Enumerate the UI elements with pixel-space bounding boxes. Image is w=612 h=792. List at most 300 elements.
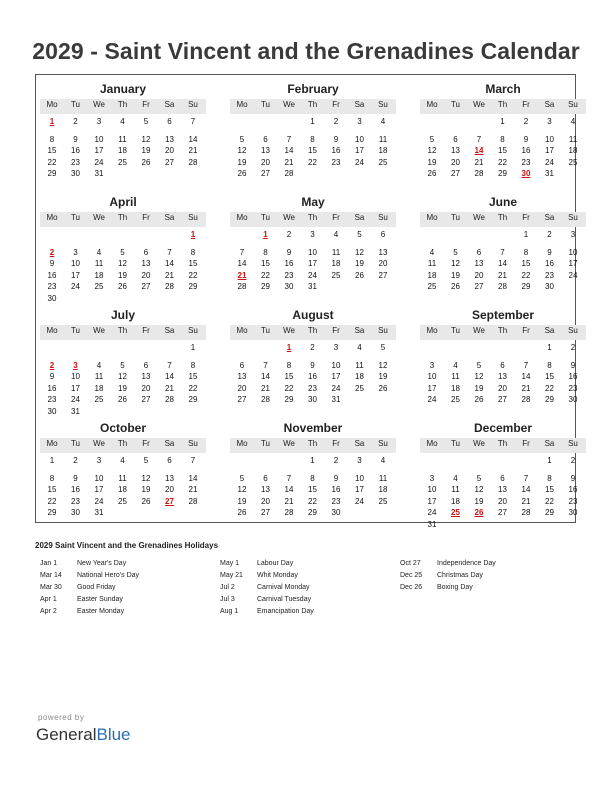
day-cell[interactable]: 24 bbox=[94, 496, 104, 506]
day-cell[interactable]: 25 bbox=[331, 270, 341, 280]
day-cell[interactable]: 27 bbox=[261, 508, 270, 518]
day-cell[interactable]: 11 bbox=[355, 360, 364, 370]
day-cell[interactable]: 24 bbox=[568, 270, 578, 280]
day-cell[interactable]: 11 bbox=[118, 473, 127, 483]
day-cell[interactable]: 28 bbox=[521, 395, 531, 405]
day-cell[interactable]: 27 bbox=[141, 282, 151, 292]
day-cell[interactable]: 16 bbox=[47, 270, 57, 280]
day-cell[interactable]: 27 bbox=[141, 395, 151, 405]
day-cell[interactable]: 23 bbox=[47, 282, 57, 292]
day-cell[interactable]: 7 bbox=[167, 360, 172, 370]
day-cell[interactable]: 7 bbox=[190, 456, 196, 465]
day-cell[interactable]: 10 bbox=[427, 485, 437, 495]
day-cell[interactable]: 5 bbox=[476, 473, 482, 483]
day-cell[interactable]: 14 bbox=[165, 372, 174, 382]
day-cell[interactable]: 28 bbox=[237, 282, 247, 292]
day-cell[interactable]: 19 bbox=[237, 496, 247, 506]
day-cell[interactable]: 11 bbox=[331, 247, 341, 257]
day-cell[interactable]: 30 bbox=[568, 395, 578, 405]
day-cell[interactable]: 10 bbox=[568, 247, 578, 257]
day-cell[interactable]: 23 bbox=[71, 157, 80, 167]
day-cell[interactable]: 10 bbox=[331, 360, 341, 370]
day-cell[interactable]: 1 bbox=[49, 456, 55, 465]
day-cell[interactable]: 30 bbox=[71, 508, 80, 518]
day-cell[interactable]: 1 bbox=[500, 117, 505, 126]
day-cell[interactable]: 5 bbox=[239, 134, 245, 144]
day-cell[interactable]: 16 bbox=[568, 372, 578, 382]
day-cell[interactable]: 29 bbox=[545, 508, 554, 518]
holiday-day-cell[interactable]: 1 bbox=[286, 343, 292, 352]
day-cell[interactable]: 28 bbox=[261, 395, 270, 405]
day-cell[interactable]: 24 bbox=[427, 395, 437, 405]
day-cell[interactable]: 6 bbox=[380, 230, 386, 239]
day-cell[interactable]: 16 bbox=[331, 146, 341, 156]
day-cell[interactable]: 30 bbox=[308, 395, 317, 405]
day-cell[interactable]: 4 bbox=[96, 360, 102, 370]
day-cell[interactable]: 18 bbox=[94, 383, 104, 393]
day-cell[interactable]: 26 bbox=[355, 270, 364, 280]
day-cell[interactable]: 16 bbox=[308, 372, 317, 382]
day-cell[interactable]: 25 bbox=[427, 282, 437, 292]
day-cell[interactable]: 13 bbox=[237, 372, 247, 382]
day-cell[interactable]: 2 bbox=[310, 343, 315, 352]
day-cell[interactable]: 3 bbox=[429, 473, 435, 483]
day-cell[interactable]: 12 bbox=[237, 485, 247, 495]
day-cell[interactable]: 22 bbox=[545, 496, 554, 506]
day-cell[interactable]: 5 bbox=[453, 247, 458, 257]
day-cell[interactable]: 9 bbox=[547, 247, 552, 257]
day-cell[interactable]: 5 bbox=[357, 230, 362, 239]
day-cell[interactable]: 18 bbox=[378, 146, 388, 156]
day-cell[interactable]: 12 bbox=[474, 485, 484, 495]
day-cell[interactable]: 11 bbox=[427, 259, 437, 269]
day-cell[interactable]: 15 bbox=[308, 146, 317, 156]
day-cell[interactable]: 8 bbox=[310, 473, 315, 483]
day-cell[interactable]: 21 bbox=[188, 485, 198, 495]
day-cell[interactable]: 22 bbox=[498, 157, 507, 167]
day-cell[interactable]: 5 bbox=[120, 247, 125, 257]
day-cell[interactable]: 24 bbox=[355, 157, 364, 167]
day-cell[interactable]: 22 bbox=[545, 383, 554, 393]
day-cell[interactable]: 3 bbox=[310, 230, 315, 239]
day-cell[interactable]: 29 bbox=[521, 282, 531, 292]
holiday-day-cell[interactable]: 21 bbox=[237, 270, 247, 280]
day-cell[interactable]: 15 bbox=[47, 485, 57, 495]
day-cell[interactable]: 13 bbox=[141, 259, 151, 269]
day-cell[interactable]: 13 bbox=[261, 485, 270, 495]
day-cell[interactable]: 30 bbox=[71, 169, 80, 179]
day-cell[interactable]: 7 bbox=[239, 247, 245, 257]
day-cell[interactable]: 7 bbox=[286, 473, 292, 483]
day-cell[interactable]: 15 bbox=[308, 485, 317, 495]
day-cell[interactable]: 20 bbox=[141, 270, 151, 280]
day-cell[interactable]: 4 bbox=[453, 473, 458, 483]
day-cell[interactable]: 29 bbox=[188, 395, 198, 405]
day-cell[interactable]: 19 bbox=[355, 259, 364, 269]
day-cell[interactable]: 17 bbox=[545, 146, 554, 156]
day-cell[interactable]: 17 bbox=[308, 259, 317, 269]
day-cell[interactable]: 23 bbox=[331, 157, 341, 167]
day-cell[interactable]: 19 bbox=[141, 146, 151, 156]
day-cell[interactable]: 3 bbox=[570, 230, 576, 239]
day-cell[interactable]: 8 bbox=[547, 473, 552, 483]
day-cell[interactable]: 22 bbox=[47, 496, 57, 506]
day-cell[interactable]: 26 bbox=[237, 508, 247, 518]
day-cell[interactable]: 9 bbox=[49, 372, 55, 382]
day-cell[interactable]: 4 bbox=[429, 247, 435, 257]
day-cell[interactable]: 29 bbox=[498, 169, 507, 179]
day-cell[interactable]: 4 bbox=[120, 117, 125, 126]
day-cell[interactable]: 6 bbox=[263, 134, 268, 144]
day-cell[interactable]: 13 bbox=[498, 372, 507, 382]
day-cell[interactable]: 12 bbox=[237, 146, 247, 156]
day-cell[interactable]: 21 bbox=[284, 496, 294, 506]
day-cell[interactable]: 14 bbox=[284, 146, 294, 156]
day-cell[interactable]: 3 bbox=[429, 360, 435, 370]
day-cell[interactable]: 27 bbox=[165, 157, 174, 167]
day-cell[interactable]: 18 bbox=[568, 146, 578, 156]
day-cell[interactable]: 27 bbox=[261, 169, 270, 179]
day-cell[interactable]: 28 bbox=[165, 395, 174, 405]
holiday-day-cell[interactable]: 2 bbox=[49, 247, 55, 257]
day-cell[interactable]: 17 bbox=[427, 496, 437, 506]
day-cell[interactable]: 30 bbox=[545, 282, 554, 292]
day-cell[interactable]: 27 bbox=[498, 508, 507, 518]
day-cell[interactable]: 19 bbox=[378, 372, 388, 382]
day-cell[interactable]: 24 bbox=[545, 157, 554, 167]
day-cell[interactable]: 20 bbox=[378, 259, 388, 269]
day-cell[interactable]: 11 bbox=[94, 372, 104, 382]
day-cell[interactable]: 28 bbox=[284, 508, 294, 518]
day-cell[interactable]: 11 bbox=[451, 485, 460, 495]
day-cell[interactable]: 5 bbox=[143, 456, 149, 465]
day-cell[interactable]: 10 bbox=[355, 134, 364, 144]
day-cell[interactable]: 23 bbox=[284, 270, 294, 280]
day-cell[interactable]: 11 bbox=[378, 134, 388, 144]
holiday-day-cell[interactable]: 14 bbox=[474, 146, 484, 156]
day-cell[interactable]: 17 bbox=[427, 383, 437, 393]
day-cell[interactable]: 21 bbox=[474, 157, 484, 167]
day-cell[interactable]: 25 bbox=[451, 395, 460, 405]
day-cell[interactable]: 3 bbox=[357, 456, 362, 465]
day-cell[interactable]: 26 bbox=[474, 395, 484, 405]
day-cell[interactable]: 15 bbox=[545, 372, 554, 382]
day-cell[interactable]: 2 bbox=[333, 456, 339, 465]
day-cell[interactable]: 14 bbox=[237, 259, 247, 269]
day-cell[interactable]: 20 bbox=[141, 383, 151, 393]
day-cell[interactable]: 8 bbox=[500, 134, 505, 144]
day-cell[interactable]: 25 bbox=[378, 157, 388, 167]
day-cell[interactable]: 22 bbox=[188, 383, 198, 393]
day-cell[interactable]: 13 bbox=[474, 259, 484, 269]
day-cell[interactable]: 13 bbox=[165, 134, 174, 144]
day-cell[interactable]: 20 bbox=[261, 157, 270, 167]
day-cell[interactable]: 17 bbox=[355, 485, 364, 495]
day-cell[interactable]: 28 bbox=[165, 282, 174, 292]
day-cell[interactable]: 22 bbox=[188, 270, 198, 280]
day-cell[interactable]: 17 bbox=[94, 485, 104, 495]
day-cell[interactable]: 29 bbox=[47, 508, 57, 518]
day-cell[interactable]: 13 bbox=[498, 485, 507, 495]
day-cell[interactable]: 21 bbox=[521, 496, 531, 506]
day-cell[interactable]: 10 bbox=[71, 372, 80, 382]
day-cell[interactable]: 14 bbox=[521, 485, 531, 495]
day-cell[interactable]: 16 bbox=[545, 259, 554, 269]
day-cell[interactable]: 25 bbox=[118, 157, 127, 167]
day-cell[interactable]: 6 bbox=[453, 134, 458, 144]
day-cell[interactable]: 5 bbox=[380, 343, 386, 352]
day-cell[interactable]: 2 bbox=[570, 456, 576, 465]
day-cell[interactable]: 9 bbox=[523, 134, 529, 144]
day-cell[interactable]: 11 bbox=[378, 473, 388, 483]
day-cell[interactable]: 27 bbox=[474, 282, 484, 292]
day-cell[interactable]: 26 bbox=[118, 282, 127, 292]
day-cell[interactable]: 6 bbox=[143, 247, 149, 257]
day-cell[interactable]: 7 bbox=[190, 117, 196, 126]
day-cell[interactable]: 23 bbox=[568, 496, 578, 506]
day-cell[interactable]: 6 bbox=[476, 247, 482, 257]
day-cell[interactable]: 30 bbox=[47, 407, 57, 416]
day-cell[interactable]: 29 bbox=[308, 508, 317, 518]
day-cell[interactable]: 12 bbox=[118, 259, 127, 269]
day-cell[interactable]: 28 bbox=[284, 169, 294, 179]
holiday-day-cell[interactable]: 30 bbox=[521, 169, 531, 179]
day-cell[interactable]: 26 bbox=[118, 395, 127, 405]
day-cell[interactable]: 24 bbox=[331, 383, 341, 393]
day-cell[interactable]: 12 bbox=[451, 259, 460, 269]
day-cell[interactable]: 19 bbox=[474, 496, 484, 506]
day-cell[interactable]: 9 bbox=[73, 134, 78, 144]
day-cell[interactable]: 14 bbox=[261, 372, 270, 382]
day-cell[interactable]: 24 bbox=[71, 282, 80, 292]
day-cell[interactable]: 4 bbox=[333, 230, 339, 239]
day-cell[interactable]: 26 bbox=[451, 282, 460, 292]
day-cell[interactable]: 26 bbox=[141, 157, 151, 167]
day-cell[interactable]: 8 bbox=[523, 247, 529, 257]
day-cell[interactable]: 6 bbox=[167, 456, 172, 465]
day-cell[interactable]: 21 bbox=[521, 383, 531, 393]
day-cell[interactable]: 1 bbox=[190, 343, 196, 352]
day-cell[interactable]: 3 bbox=[96, 456, 102, 465]
day-cell[interactable]: 25 bbox=[94, 395, 104, 405]
day-cell[interactable]: 7 bbox=[286, 134, 292, 144]
day-cell[interactable]: 6 bbox=[263, 473, 268, 483]
day-cell[interactable]: 18 bbox=[355, 372, 364, 382]
day-cell[interactable]: 17 bbox=[568, 259, 578, 269]
day-cell[interactable]: 9 bbox=[310, 360, 315, 370]
day-cell[interactable]: 27 bbox=[378, 270, 388, 280]
day-cell[interactable]: 12 bbox=[427, 146, 437, 156]
day-cell[interactable]: 16 bbox=[331, 485, 341, 495]
day-cell[interactable]: 9 bbox=[570, 360, 576, 370]
day-cell[interactable]: 1 bbox=[310, 117, 315, 126]
day-cell[interactable]: 28 bbox=[521, 508, 531, 518]
day-cell[interactable]: 17 bbox=[71, 270, 80, 280]
day-cell[interactable]: 13 bbox=[261, 146, 270, 156]
day-cell[interactable]: 18 bbox=[118, 485, 127, 495]
day-cell[interactable]: 26 bbox=[237, 169, 247, 179]
day-cell[interactable]: 1 bbox=[547, 343, 552, 352]
day-cell[interactable]: 13 bbox=[141, 372, 151, 382]
day-cell[interactable]: 20 bbox=[237, 383, 247, 393]
holiday-day-cell[interactable]: 1 bbox=[49, 117, 55, 126]
holiday-day-cell[interactable]: 3 bbox=[73, 360, 78, 370]
day-cell[interactable]: 19 bbox=[237, 157, 247, 167]
day-cell[interactable]: 19 bbox=[451, 270, 460, 280]
day-cell[interactable]: 8 bbox=[49, 134, 55, 144]
day-cell[interactable]: 12 bbox=[141, 134, 151, 144]
day-cell[interactable]: 7 bbox=[523, 473, 529, 483]
day-cell[interactable]: 8 bbox=[547, 360, 552, 370]
day-cell[interactable]: 12 bbox=[355, 247, 364, 257]
day-cell[interactable]: 16 bbox=[284, 259, 294, 269]
day-cell[interactable]: 8 bbox=[49, 473, 55, 483]
day-cell[interactable]: 5 bbox=[143, 117, 149, 126]
day-cell[interactable]: 23 bbox=[331, 496, 341, 506]
day-cell[interactable]: 15 bbox=[188, 372, 198, 382]
day-cell[interactable]: 31 bbox=[94, 169, 104, 179]
day-cell[interactable]: 18 bbox=[378, 485, 388, 495]
day-cell[interactable]: 6 bbox=[143, 360, 149, 370]
day-cell[interactable]: 21 bbox=[188, 146, 198, 156]
day-cell[interactable]: 26 bbox=[141, 496, 151, 506]
day-cell[interactable]: 30 bbox=[284, 282, 294, 292]
day-cell[interactable]: 4 bbox=[570, 117, 576, 126]
day-cell[interactable]: 8 bbox=[286, 360, 292, 370]
day-cell[interactable]: 10 bbox=[545, 134, 554, 144]
day-cell[interactable]: 31 bbox=[427, 520, 437, 529]
day-cell[interactable]: 31 bbox=[94, 508, 104, 518]
day-cell[interactable]: 22 bbox=[521, 270, 531, 280]
day-cell[interactable]: 10 bbox=[427, 372, 437, 382]
day-cell[interactable]: 9 bbox=[570, 473, 576, 483]
holiday-day-cell[interactable]: 2 bbox=[49, 360, 55, 370]
day-cell[interactable]: 14 bbox=[498, 259, 507, 269]
holiday-day-cell[interactable]: 1 bbox=[263, 230, 268, 239]
day-cell[interactable]: 16 bbox=[568, 485, 578, 495]
day-cell[interactable]: 27 bbox=[451, 169, 460, 179]
day-cell[interactable]: 17 bbox=[355, 146, 364, 156]
day-cell[interactable]: 5 bbox=[429, 134, 435, 144]
day-cell[interactable]: 22 bbox=[308, 496, 317, 506]
day-cell[interactable]: 10 bbox=[71, 259, 80, 269]
day-cell[interactable]: 24 bbox=[427, 508, 437, 518]
day-cell[interactable]: 4 bbox=[380, 456, 386, 465]
day-cell[interactable]: 20 bbox=[261, 496, 270, 506]
day-cell[interactable]: 30 bbox=[331, 508, 341, 518]
day-cell[interactable]: 2 bbox=[73, 117, 78, 126]
day-cell[interactable]: 19 bbox=[141, 485, 151, 495]
day-cell[interactable]: 2 bbox=[547, 230, 552, 239]
day-cell[interactable]: 31 bbox=[71, 407, 80, 416]
day-cell[interactable]: 3 bbox=[357, 117, 362, 126]
day-cell[interactable]: 18 bbox=[451, 383, 460, 393]
day-cell[interactable]: 4 bbox=[96, 247, 102, 257]
day-cell[interactable]: 3 bbox=[333, 343, 339, 352]
day-cell[interactable]: 15 bbox=[498, 146, 507, 156]
day-cell[interactable]: 8 bbox=[263, 247, 268, 257]
day-cell[interactable]: 4 bbox=[357, 343, 362, 352]
day-cell[interactable]: 8 bbox=[310, 134, 315, 144]
day-cell[interactable]: 16 bbox=[47, 383, 57, 393]
day-cell[interactable]: 6 bbox=[500, 473, 505, 483]
day-cell[interactable]: 20 bbox=[451, 157, 460, 167]
day-cell[interactable]: 5 bbox=[476, 360, 482, 370]
day-cell[interactable]: 20 bbox=[165, 485, 174, 495]
day-cell[interactable]: 14 bbox=[188, 134, 198, 144]
day-cell[interactable]: 20 bbox=[498, 383, 507, 393]
day-cell[interactable]: 12 bbox=[141, 473, 151, 483]
day-cell[interactable]: 20 bbox=[498, 496, 507, 506]
day-cell[interactable]: 14 bbox=[521, 372, 531, 382]
day-cell[interactable]: 5 bbox=[120, 360, 125, 370]
day-cell[interactable]: 15 bbox=[521, 259, 531, 269]
day-cell[interactable]: 23 bbox=[47, 395, 57, 405]
day-cell[interactable]: 27 bbox=[498, 395, 507, 405]
day-cell[interactable]: 19 bbox=[427, 157, 437, 167]
day-cell[interactable]: 1 bbox=[310, 456, 315, 465]
day-cell[interactable]: 4 bbox=[380, 117, 386, 126]
day-cell[interactable]: 23 bbox=[308, 383, 317, 393]
day-cell[interactable]: 21 bbox=[165, 270, 174, 280]
day-cell[interactable]: 2 bbox=[286, 230, 292, 239]
day-cell[interactable]: 14 bbox=[165, 259, 174, 269]
day-cell[interactable]: 13 bbox=[378, 247, 388, 257]
day-cell[interactable]: 11 bbox=[118, 134, 127, 144]
day-cell[interactable]: 23 bbox=[71, 496, 80, 506]
day-cell[interactable]: 26 bbox=[427, 169, 437, 179]
holiday-day-cell[interactable]: 1 bbox=[190, 230, 196, 239]
day-cell[interactable]: 6 bbox=[167, 117, 172, 126]
day-cell[interactable]: 24 bbox=[71, 395, 80, 405]
day-cell[interactable]: 29 bbox=[47, 169, 57, 179]
day-cell[interactable]: 28 bbox=[498, 282, 507, 292]
day-cell[interactable]: 18 bbox=[331, 259, 341, 269]
day-cell[interactable]: 9 bbox=[73, 473, 78, 483]
day-cell[interactable]: 11 bbox=[568, 134, 578, 144]
day-cell[interactable]: 10 bbox=[94, 473, 104, 483]
day-cell[interactable]: 24 bbox=[94, 157, 104, 167]
day-cell[interactable]: 23 bbox=[545, 270, 554, 280]
generalblue-logo[interactable] bbox=[36, 725, 131, 745]
day-cell[interactable]: 24 bbox=[308, 270, 317, 280]
day-cell[interactable]: 13 bbox=[165, 473, 174, 483]
day-cell[interactable]: 15 bbox=[47, 146, 57, 156]
day-cell[interactable]: 21 bbox=[165, 383, 174, 393]
day-cell[interactable]: 8 bbox=[190, 247, 196, 257]
day-cell[interactable]: 18 bbox=[118, 146, 127, 156]
day-cell[interactable]: 16 bbox=[521, 146, 531, 156]
day-cell[interactable]: 19 bbox=[118, 270, 127, 280]
day-cell[interactable]: 25 bbox=[94, 282, 104, 292]
day-cell[interactable]: 7 bbox=[263, 360, 268, 370]
day-cell[interactable]: 15 bbox=[188, 259, 198, 269]
day-cell[interactable]: 23 bbox=[521, 157, 531, 167]
day-cell[interactable]: 15 bbox=[545, 485, 554, 495]
day-cell[interactable]: 20 bbox=[474, 270, 484, 280]
day-cell[interactable]: 4 bbox=[453, 360, 458, 370]
day-cell[interactable]: 7 bbox=[476, 134, 482, 144]
day-cell[interactable]: 25 bbox=[378, 496, 388, 506]
day-cell[interactable]: 16 bbox=[71, 146, 80, 156]
day-cell[interactable]: 7 bbox=[500, 247, 505, 257]
day-cell[interactable]: 28 bbox=[188, 157, 198, 167]
day-cell[interactable]: 22 bbox=[308, 157, 317, 167]
day-cell[interactable]: 25 bbox=[118, 496, 127, 506]
day-cell[interactable]: 7 bbox=[167, 247, 172, 257]
holiday-day-cell[interactable]: 25 bbox=[451, 508, 460, 518]
day-cell[interactable]: 10 bbox=[94, 134, 104, 144]
